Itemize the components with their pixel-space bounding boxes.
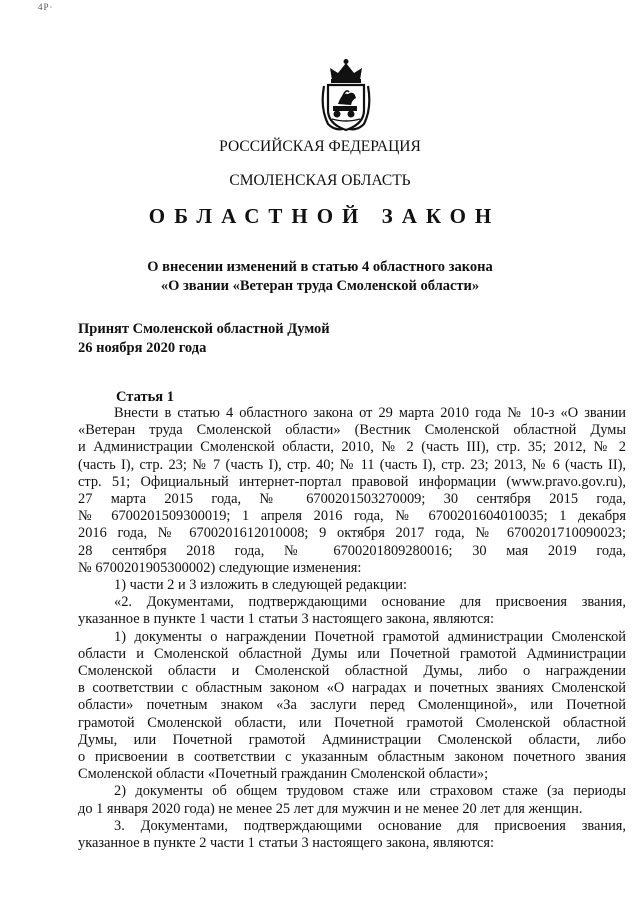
body-line: 28 сентября 2018 года, № 6700201809280016; 30 мая 2019 года, <box>78 542 626 559</box>
body-line: в соответствии с областным законом «О наградах и почетных званиях Смоленской <box>78 680 626 697</box>
body-line: о присвоении в соответствии с указанным областным законом почетного звания <box>78 749 626 766</box>
body-line: № 6700201905300002) следующие изменения: <box>78 559 362 576</box>
law-subject-line-2: «О звании «Ветеран труда Смоленской области» <box>160 278 480 294</box>
law-subject <box>0 258 640 296</box>
body-line: до 1 января 2020 года) не менее 25 лет для мужчин и не менее 20 лет для женщин. <box>78 800 583 817</box>
body-line: стр. 51; Официальный интернет-портал правовой информации (www.pravo.gov.ru), <box>78 473 626 490</box>
adoption-note <box>78 320 330 358</box>
body-line: 27 марта 2015 года, № 6700201503270009; 30 сентября 2015 года, <box>78 491 626 508</box>
body-line: 2016 года, № 6700201612010008; 9 октября 2017 года, № 6700201710090023; <box>78 525 626 542</box>
document-type-heading: ОБЛАСТНОЙ ЗАКОН <box>148 204 501 228</box>
region-heading: СМОЛЕНСКАЯ ОБЛАСТЬ <box>229 172 411 189</box>
body-line: «Ветеран труда Смоленской области» (Вестник Смоленской областной Думы <box>78 422 626 439</box>
body-line: 1) части 2 и 3 изложить в следующей редакции: <box>114 577 407 594</box>
body-line: 1) документы о награждении Почетной грамотой администрации Смоленской <box>114 628 626 645</box>
body-line: «2. Документами, подтверждающими основание для присвоения звания, <box>114 594 626 611</box>
body-line: 3. Документами, подтверждающими основание для присвоения звания, <box>114 817 626 834</box>
body-line: № 6700201509300019; 1 апреля 2016 года, № 6700201604010035; 1 декабря <box>78 508 626 525</box>
body-line: области» почетным знаком «За заслуги перед Смоленщиной», или Почетной <box>78 697 626 714</box>
adoption-body: Принят Смоленской областной Думой <box>78 321 330 337</box>
article-body <box>78 405 626 852</box>
body-line: и Администрации Смоленской области, 2010, № 2 (часть III), стр. 35; 2012, № 2 <box>78 439 626 456</box>
body-line: области и Смоленской областной Думы или Почетной грамотой Администрации <box>78 645 626 662</box>
body-line: Смоленской области и Смоленской областной Думы, либо о награждении <box>78 663 626 680</box>
body-line: указанное в пункте 2 части 1 статьи 3 настоящего закона, являются: <box>78 835 495 852</box>
body-line: Смоленской области «Почетный гражданин Смоленской области»; <box>78 766 489 783</box>
body-line: указанное в пункте 1 части 1 статьи 3 настоящего закона, являются: <box>78 611 495 628</box>
body-line: (часть I), стр. 23; № 7 (часть I), стр. 40; № 11 (часть I), стр. 23; 2013, № 6 (часть II), <box>78 456 626 473</box>
law-subject-line-1: О внесении изменений в статью 4 областного закона <box>147 259 493 275</box>
body-line: Думы, или Почетной грамотой Администрации Смоленской области, либо <box>78 731 626 748</box>
body-line: Внести в статью 4 областного закона от 29 марта 2010 года № 10-з «О звании <box>114 405 626 421</box>
adoption-date: 26 ноября 2020 года <box>78 340 207 356</box>
article-title: Статья 1 <box>116 389 174 405</box>
smolensk-coat-of-arms-icon <box>318 58 374 134</box>
country-heading: РОССИЙСКАЯ ФЕДЕРАЦИЯ <box>219 138 421 155</box>
body-line: грамотой Смоленской области, или Почетной грамотой Смоленской областной <box>78 714 626 731</box>
body-line: 2) документы об общем трудовом стаже или страховом стаже (за периоды <box>114 783 626 800</box>
corner-mark: 4Р· <box>38 2 54 12</box>
